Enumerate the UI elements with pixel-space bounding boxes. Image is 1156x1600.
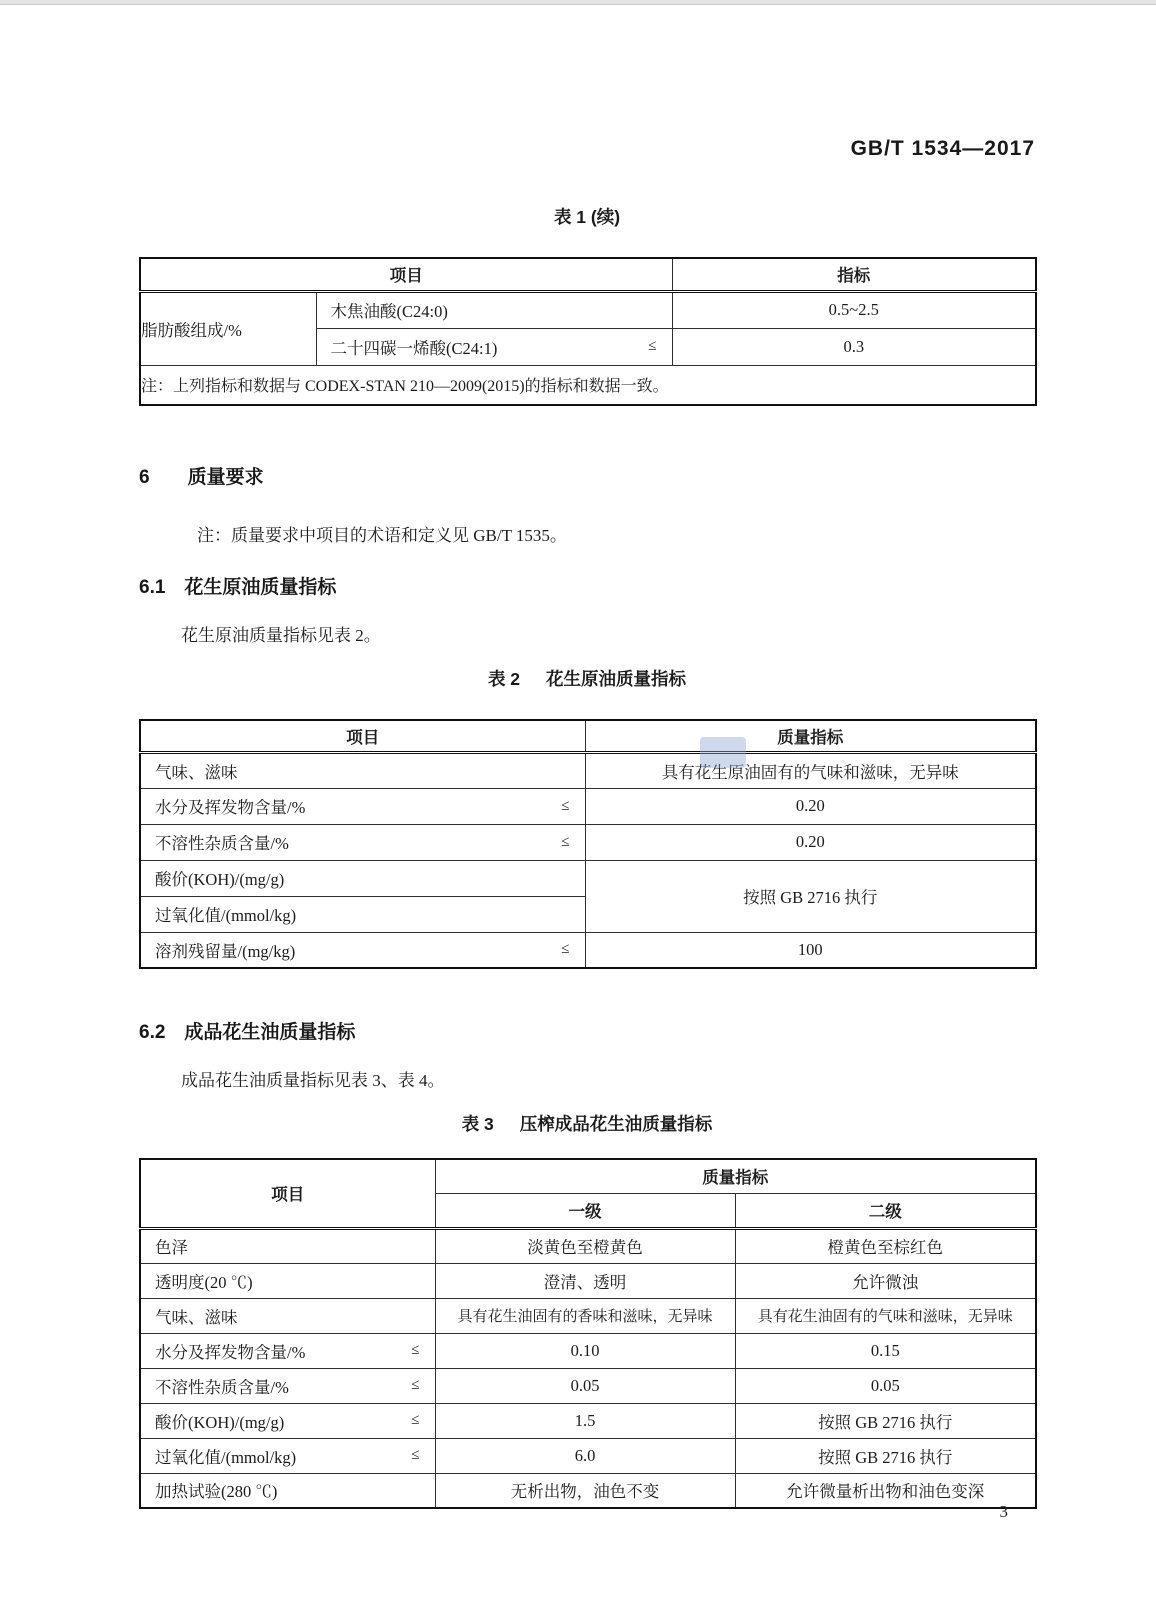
table-caption-title: 压榨成品花生油质量指标	[519, 1114, 713, 1134]
less-equal-symbol: ≤	[561, 941, 569, 958]
table2-caption	[139, 666, 1035, 691]
less-equal-symbol: ≤	[561, 833, 569, 850]
table3-grade2-cell: 允许微量析出物和油色变深	[735, 1473, 1036, 1508]
table1-header-item: 项目	[140, 258, 672, 291]
table3-item-cell	[140, 1403, 435, 1438]
table1-value-cell: 0.5~2.5	[672, 291, 1036, 328]
table1-group-label: 脂肪酸组成/%	[140, 291, 316, 365]
table1-item-cell	[316, 291, 672, 328]
section-6-1-paragraph: 花生原油质量指标见表 2。	[181, 626, 381, 645]
less-equal-symbol: ≤	[561, 797, 569, 814]
table3-item-cell	[140, 1333, 435, 1368]
table3-grade1-cell: 6.0	[435, 1438, 735, 1473]
section-6-2-paragraph: 成品花生油质量指标见表 3、表 4。	[181, 1071, 445, 1090]
section-number: 6.1	[139, 577, 166, 598]
table1	[139, 257, 1037, 406]
table2-item-cell	[140, 896, 585, 932]
table2-value-cell: 0.20	[585, 788, 1036, 824]
section-6-1-heading	[139, 572, 1035, 599]
table2-header-item: 项目	[140, 720, 585, 752]
item-label: 木焦油酸(C24:0)	[330, 302, 448, 321]
item-label: 过氧化值/(mmol/kg)	[155, 1447, 297, 1467]
table3-item-cell	[140, 1473, 435, 1508]
table3	[139, 1158, 1037, 1509]
table2	[139, 719, 1037, 969]
table3-grade2-cell: 具有花生油固有的气味和滋味，无异味	[735, 1298, 1036, 1333]
item-label: 酸价(KOH)/(mg/g)	[155, 1412, 285, 1432]
table1-caption: 表 1 (续)	[553, 207, 621, 227]
section-number: 6	[139, 467, 150, 488]
page-number: 3	[999, 1502, 1008, 1521]
page-content	[139, 137, 1035, 1509]
section-title: 花生原油质量指标	[184, 577, 337, 598]
table2-item-cell	[140, 932, 585, 968]
item-label: 水分及挥发物含量/%	[155, 798, 306, 817]
table3-item-cell	[140, 1263, 435, 1298]
section-number: 6.2	[139, 1022, 166, 1043]
table-row	[140, 752, 1036, 788]
watermark-artifact	[700, 737, 746, 768]
table-caption-title: 花生原油质量指标	[546, 669, 687, 689]
table-row	[140, 1298, 1036, 1333]
table-row	[140, 1228, 1036, 1263]
table3-grade2-cell: 允许微浊	[735, 1263, 1036, 1298]
table3-grade1-cell: 具有花生油固有的香味和滋味，无异味	[435, 1298, 735, 1333]
standard-code: GB/T 1534—2017	[850, 137, 1035, 160]
table2-header-row	[140, 720, 1036, 752]
less-equal-symbol: ≤	[648, 338, 656, 354]
less-equal-symbol: ≤	[411, 1377, 419, 1393]
table3-header-index: 质量指标	[435, 1159, 1036, 1193]
item-label: 酸价(KOH)/(mg/g)	[155, 870, 285, 889]
table3-grade1-cell: 无析出物，油色不变	[435, 1473, 735, 1508]
table3-item-cell	[140, 1298, 435, 1333]
table1-note-row	[140, 365, 1036, 405]
less-equal-symbol: ≤	[411, 1447, 419, 1463]
table-row	[140, 1333, 1036, 1368]
table2-item-cell	[140, 824, 585, 860]
table3-grade2-cell: 0.15	[735, 1333, 1036, 1368]
table-row	[140, 824, 1036, 860]
table3-grade1-cell: 1.5	[435, 1403, 735, 1438]
table3-grade2-cell: 按照 GB 2716 执行	[735, 1438, 1036, 1473]
table2-item-cell	[140, 860, 585, 896]
table3-caption	[139, 1111, 1035, 1136]
table1-note: 注：上列指标和数据与 CODEX-STAN 210—2009(2015)的指标和数据一致。	[140, 365, 1036, 405]
item-label: 色泽	[155, 1238, 188, 1257]
table-row	[140, 860, 1036, 896]
table1-header-index: 指标	[672, 258, 1036, 291]
table-row	[140, 1438, 1036, 1473]
section-6-note: 注：质量要求中项目的术语和定义见 GB/T 1535。	[197, 526, 567, 545]
table3-grade1-cell: 澄清、透明	[435, 1263, 735, 1298]
section-title: 质量要求	[187, 467, 264, 488]
item-label: 透明度(20 ℃)	[155, 1272, 253, 1292]
table-row	[140, 1263, 1036, 1298]
table2-value-cell: 100	[585, 932, 1036, 968]
table2-value-cell: 0.20	[585, 824, 1036, 860]
scan-edge-artifact	[0, 0, 1156, 5]
table3-grade1-cell: 0.05	[435, 1368, 735, 1403]
table3-item-cell	[140, 1438, 435, 1473]
table-row	[140, 932, 1036, 968]
table3-header-row-1	[140, 1159, 1036, 1193]
table3-grade2-cell: 按照 GB 2716 执行	[735, 1403, 1036, 1438]
section-6-2-heading	[139, 1017, 1035, 1044]
table3-grade2-cell: 0.05	[735, 1368, 1036, 1403]
item-label: 气味、滋味	[155, 1307, 238, 1327]
item-label: 溶剂残留量/(mg/kg)	[155, 941, 296, 961]
table-row	[140, 788, 1036, 824]
table2-header-index: 质量指标	[585, 720, 1036, 752]
table3-grade1-cell: 0.10	[435, 1333, 735, 1368]
less-equal-symbol: ≤	[411, 1412, 419, 1428]
table3-item-cell	[140, 1368, 435, 1403]
item-label: 二十四碳一烯酸(C24:1)	[330, 338, 498, 358]
table3-grade2-cell: 橙黄色至棕红色	[735, 1228, 1036, 1263]
table1-item-cell	[316, 328, 672, 365]
item-label: 不溶性杂质含量/%	[155, 1377, 289, 1397]
table3-header-item: 项目	[140, 1159, 435, 1228]
item-label: 水分及挥发物含量/%	[155, 1342, 306, 1362]
table-row	[140, 1403, 1036, 1438]
table3-header-grade1: 一级	[435, 1193, 735, 1228]
less-equal-symbol: ≤	[411, 1342, 419, 1358]
table3-header-grade2: 二级	[735, 1193, 1036, 1228]
table2-item-cell	[140, 752, 585, 788]
section-6-heading	[139, 462, 1035, 489]
table3-grade1-cell: 淡黄色至橙黄色	[435, 1228, 735, 1263]
table-caption-label: 表 2	[487, 669, 521, 689]
table2-value-cell: 具有花生原油固有的气味和滋味，无异味	[585, 752, 1036, 788]
item-label: 不溶性杂质含量/%	[155, 834, 289, 853]
table1-header-row	[140, 258, 1036, 291]
table-caption-label: 表 3	[461, 1114, 494, 1134]
table-row	[140, 1368, 1036, 1403]
table-row	[140, 291, 1036, 328]
table2-merged-value-cell: 按照 GB 2716 执行	[585, 860, 1036, 932]
table3-item-cell	[140, 1228, 435, 1263]
section-title: 成品花生油质量指标	[184, 1022, 356, 1043]
item-label: 气味、滋味	[155, 762, 238, 782]
table2-item-cell	[140, 788, 585, 824]
item-label: 过氧化值/(mmol/kg)	[155, 906, 297, 925]
item-label: 加热试验(280 ℃)	[155, 1482, 278, 1502]
table1-value-cell: 0.3	[672, 328, 1036, 365]
table-row	[140, 1473, 1036, 1508]
